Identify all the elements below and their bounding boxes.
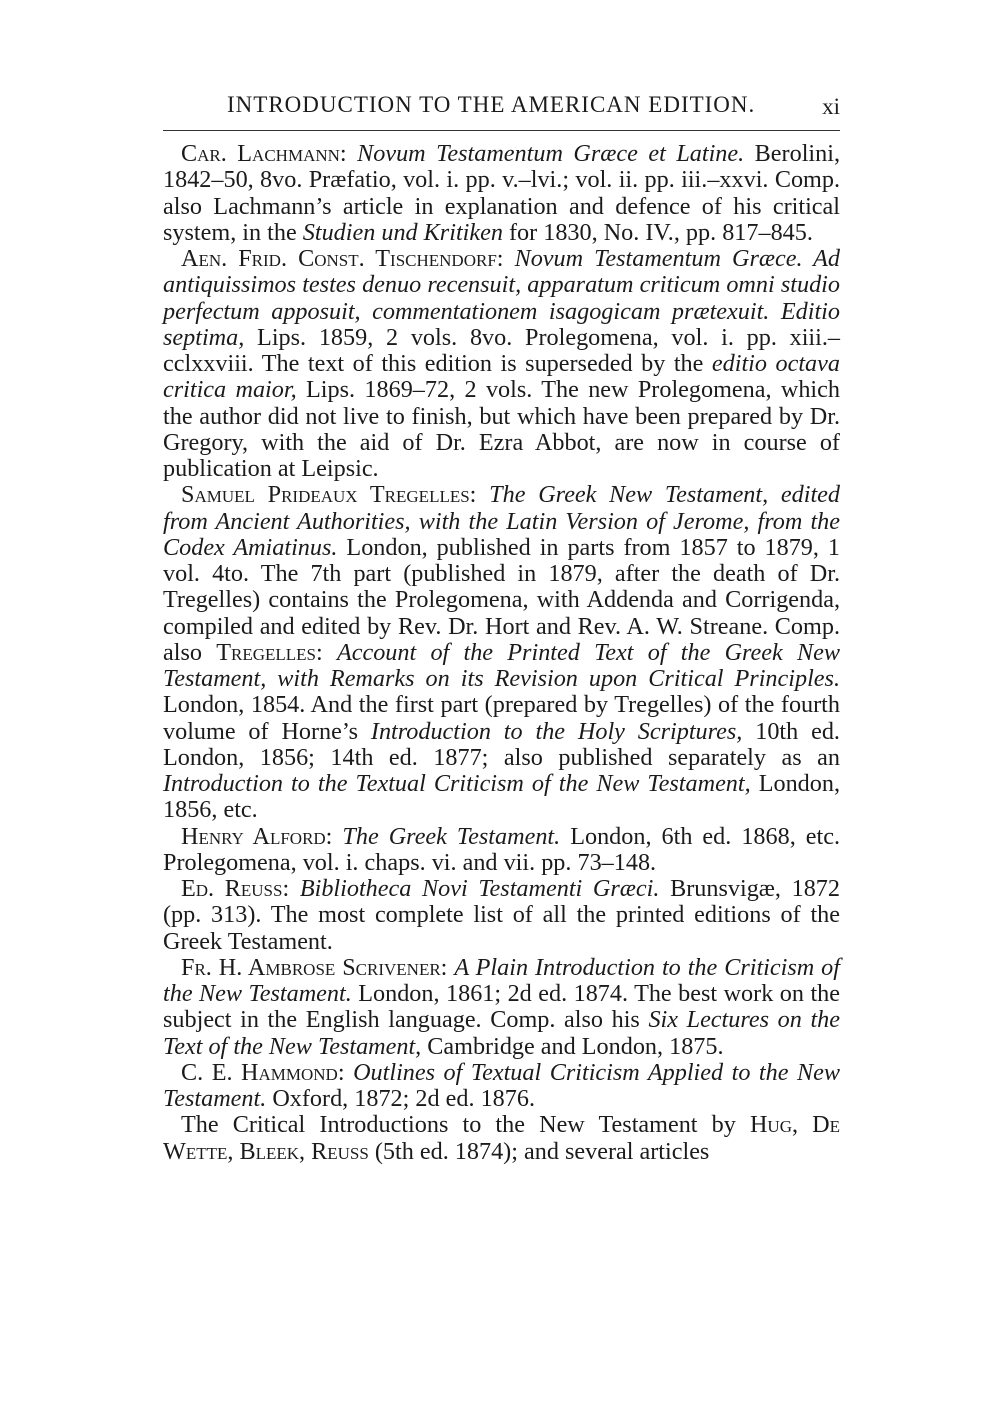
italic-title: Studien und Kritiken (302, 218, 503, 246)
bibliography-entry (163, 246, 840, 482)
author-name: Samuel Prideaux Tregelles: (181, 481, 477, 509)
italic-title: Outlines of Textual Criticism Applied to the New Testament. (163, 1058, 840, 1112)
italic-title: Introduction to the Textual Criticism of the New Testament, (163, 770, 751, 797)
italic-title: Six Lectures on the Text of the New Testament, (163, 1006, 840, 1060)
italic-title: Bibliotheca Novi Testamenti Græci. (299, 875, 660, 902)
italic-title: The Greek Testament. (342, 822, 561, 850)
page-number: xi (822, 94, 840, 119)
header-rule (163, 130, 840, 131)
entry-text (289, 875, 300, 902)
author-name: Car. Lachmann: (181, 140, 347, 167)
entry-text: Oxford, 1872; 2d ed. 1876. (266, 1085, 535, 1112)
bibliography-entry (163, 1060, 840, 1113)
bibliography-entry (163, 824, 840, 877)
bibliography-entry (163, 876, 840, 955)
italic-title: A Plain Introduction to the Criticism of the New Testament. (163, 953, 840, 1007)
entry-text: London, 6th ed. 1868, etc. Prolegomena, vol. i. chaps. vi. and vii. pp. 73–148. (163, 822, 840, 876)
entry-text: (5th ed. 1874); and several articles (368, 1137, 710, 1165)
italic-title: Novum Testamentum Græce. Ad antiquissimos testes denuo recensuit, apparatum criticum omni studio perfectum apposuit, commentationem isagogicam prætexuit. Editio septima, (163, 245, 840, 351)
italic-title: The Greek New Testament, edited from Ancient Authorities, with the Latin Version of Jerome, from the Codex Amiatinus. (163, 481, 841, 561)
entry-text: Berolini, 1842–50, 8vo. Præfatio, vol. i. pp. v.–lvi.; vol. ii. pp. iii.–xxvi. Comp. also Lachmann’s article in explanation and defence of his critical system, in the (163, 140, 840, 246)
entry-text (323, 639, 337, 666)
running-head (163, 92, 840, 126)
entry-text (332, 823, 342, 850)
entry-text: London, published in parts from 1857 to 1879, 1 vol. 4to. The 7th part (published in 1879, after the death of Dr. Tregelles) contains the Prolegomena, with Addenda and Corrigenda, compiled and edited by Rev. Dr. Hort and Rev. A. W. Streane. Comp. also (163, 533, 841, 666)
entry-text: Cambridge and London, 1875. (421, 1032, 724, 1060)
entry-text: for 1830, No. IV., pp. 817–845. (502, 218, 813, 246)
entry-text: The Critical Introductions to the New Testament by (181, 1111, 750, 1139)
entry-text (504, 245, 515, 272)
entry-text (476, 481, 489, 508)
italic-title: Account of the Printed Text of the Greek New Testament, with Remarks on its Revision upon Critical Principles. (163, 638, 841, 692)
entry-text: 10th ed. London, 1856; 14th ed. 1877; also published separately as an (163, 717, 840, 771)
entry-text: Lips. 1869–72, 2 vols. The new Prolegomena, which the author did not live to finish, but which have been prepared by Dr. Gregory, with the aid of Dr. Ezra Abbot, are now in course of publication at Leipsic. (163, 376, 840, 482)
running-title: INTRODUCTION TO THE AMERICAN EDITION. (227, 92, 756, 117)
author-name: Fr. H. Ambrose Scrivener: (181, 953, 448, 981)
author-name: C. E. Hammond: (181, 1058, 345, 1086)
entry-text (347, 140, 358, 167)
author-name: Tregelles: (216, 638, 323, 666)
entry-text (345, 1059, 354, 1086)
author-name: Hug, De Wette, Bleek, Reuss (163, 1111, 840, 1165)
bibliography-entry (163, 1112, 840, 1165)
bibliography-entry (163, 955, 840, 1060)
body-text (163, 141, 840, 1165)
entry-text: Brunsvigæ, 1872 (pp. 313). The most complete list of all the printed editions of the Greek Testament. (163, 875, 840, 955)
author-name: Aen. Frid. Const. Tischendorf: (181, 245, 504, 272)
italic-title: editio octava critica maior, (163, 350, 840, 404)
bibliography-entry (163, 482, 840, 823)
author-name: Ed. Reuss: (181, 875, 290, 902)
entry-text: London, 1854. And the first part (prepared by Tregelles) of the fourth volume of Horne’s (163, 691, 840, 745)
italic-title: Introduction to the Holy Scriptures, (370, 717, 743, 745)
author-name: Henry Alford: (181, 822, 333, 850)
bibliography-entry (163, 141, 840, 246)
entry-text: London, 1856, etc. (163, 770, 840, 824)
italic-title: Novum Testamentum Græce et Latine. (357, 140, 745, 167)
entry-text: London, 1861; 2d ed. 1874. The best work on the subject in the English language. Comp. also his (163, 980, 840, 1034)
entry-text: Lips. 1859, 2 vols. 8vo. Prolegomena, vol. i. pp. xiii.–cclxxviii. The text of this edition is superseded by the (163, 323, 840, 377)
